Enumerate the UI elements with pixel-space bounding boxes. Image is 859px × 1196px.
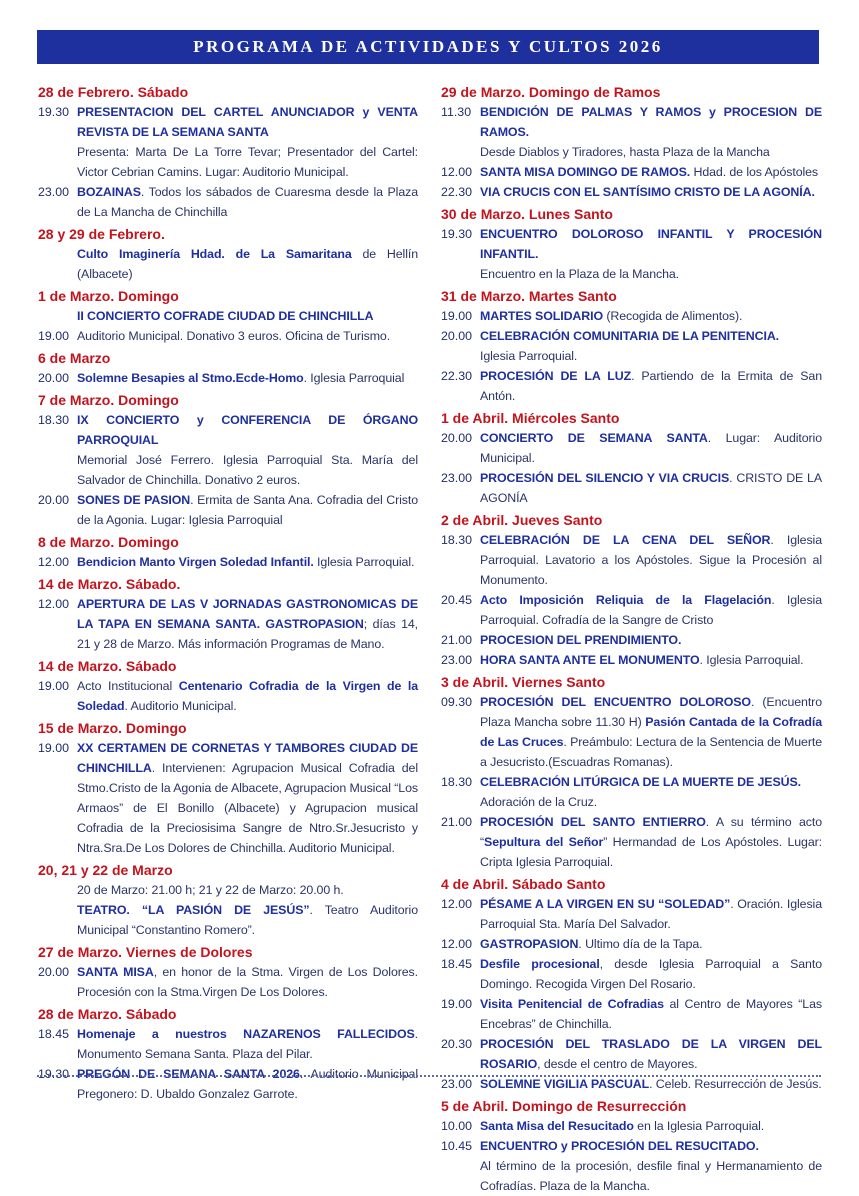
event-title: PRESENTACION DEL CARTEL ANUNCIADOR y VENTA REVISTA DE LA SEMANA SANTA [77, 105, 418, 139]
event-title: Desfile procesional [480, 957, 600, 971]
event-item [441, 366, 822, 406]
event-title: Centenario Cofradia de la Virgen de la Soledad [77, 679, 418, 713]
event-title: PROCESIÓN DEL TRASLADO DE LA VIRGEN DEL ROSARIO [480, 1037, 822, 1071]
event-item [77, 244, 418, 284]
event-item [441, 772, 822, 812]
event-desc: Hdad. de los Apóstoles [690, 165, 819, 179]
event-desc: . Celeb. Resurrección de Jesús. [649, 1077, 822, 1091]
event-time: 20.00 [441, 329, 473, 343]
event-item [441, 102, 822, 162]
day-heading: 1 de Marzo. Domingo [38, 288, 179, 304]
event-title: II CONCIERTO COFRADE CIUDAD DE CHINCHILLA [77, 309, 374, 323]
event-desc: Memorial José Ferrero. Iglesia Parroquial Sta. María del Salvador de Chinchilla. Donativo 2 euros. [77, 453, 418, 487]
event-title-secondary: Pasión Cantada de la Cofradía de Las Cruces [480, 715, 822, 749]
event-item [441, 590, 822, 630]
event-title: CELEBRACIÓN COMUNITARIA DE LA PENITENCIA. [480, 329, 780, 343]
event-item [441, 224, 822, 284]
event-desc: . Iglesia Parroquial. Lavatorio a los Apóstoles. Sigue la Procesión al Monumento. [480, 533, 822, 587]
event-desc: . Intervienen: Agrupacion Musical Cofradia del Stmo.Cristo de la Agonia de Albacete, Agrupacion Musical “Los Armaos” de El Bonillo (Albacete) y Agrupacion musical Cofradia de la Preciosisima Sangre de Ntro.Sr.Jesucristo y Ntra.Sra.De Los Dolores de Chinchilla. Auditorio Municipal. [77, 761, 418, 855]
event-time: 19.30 [38, 1067, 70, 1081]
event-item [38, 1064, 418, 1104]
event-item [38, 182, 418, 222]
day-heading: 31 de Marzo. Martes Santo [441, 288, 617, 304]
event-item [441, 162, 822, 182]
event-time: 19.30 [38, 105, 70, 119]
event-title: SOLEMNE VIGILIA PASCUAL [480, 1077, 650, 1091]
event-title: BENDICIÓN DE PALMAS Y RAMOS y PROCESION DE RAMOS. [480, 105, 822, 139]
day-heading: 8 de Marzo. Domingo [38, 534, 179, 550]
event-title: Visita Penitencial de Cofradias [480, 997, 664, 1011]
event-title: PROCESION DEL PRENDIMIENTO. [480, 633, 682, 647]
event-time: 12.00 [441, 937, 473, 951]
event-item [441, 1136, 822, 1196]
event-item [38, 676, 418, 716]
event-desc: . Lugar: Auditorio Municipal. [480, 431, 822, 465]
event-time: 22.30 [441, 369, 473, 383]
event-item [38, 490, 418, 530]
event-time: 23.00 [38, 185, 70, 199]
event-item [441, 468, 822, 508]
day-heading: 14 de Marzo. Sábado. [38, 576, 181, 592]
event-time: 09.30 [441, 695, 473, 709]
event-desc: 20 de Marzo: 21.00 h; 21 y 22 de Marzo: 20.00 h. [77, 883, 344, 897]
event-title: PREGÓN DE SEMANA SANTA 2026 [77, 1067, 300, 1081]
event-time: 21.00 [441, 815, 473, 829]
event-desc: , desde el centro de Mayores. [537, 1057, 698, 1071]
event-item [38, 738, 418, 858]
day-heading: 4 de Abril. Sábado Santo [441, 876, 606, 892]
event-desc-secondary: . Preámbulo: Lectura de la Sentencia de Muerte a Jesucristo.(Escuadras Romanas). [480, 735, 822, 769]
event-time: 10.00 [441, 1119, 473, 1133]
event-title: PROCESIÓN DE LA LUZ [480, 369, 632, 383]
event-title: SONES DE PASION [77, 493, 191, 507]
event-desc: . A su término acto “ [480, 815, 822, 849]
event-item [441, 530, 822, 590]
event-item [441, 1116, 822, 1136]
event-desc: Iglesia Parroquial. [313, 555, 415, 569]
event-time: 12.00 [441, 897, 473, 911]
event-desc: . Auditorio Municipal Pregonero: D. Ubaldo Gonzalez Garrote. [77, 1067, 418, 1101]
event-desc: . Ermita de Santa Ana. Cofradia del Cristo de la Agonia. Lugar: Iglesia Parroquial [77, 493, 418, 527]
event-desc: . Monumento Semana Santa. Plaza del Pilar. [77, 1027, 418, 1061]
event-time: 22.30 [441, 185, 473, 199]
event-item [38, 594, 418, 654]
event-desc: en la Iglesia Parroquial. [633, 1119, 765, 1133]
event-time: 12.00 [441, 165, 473, 179]
event-desc: Desde Diablos y Tiradores, hasta Plaza de la Mancha [480, 145, 770, 159]
event-item [38, 1024, 418, 1064]
event-title: Santa Misa del Resucitado [480, 1119, 634, 1133]
bottom-dotted-divider [37, 1075, 821, 1077]
day-heading: 2 de Abril. Jueves Santo [441, 512, 603, 528]
day-heading: 20, 21 y 22 de Marzo [38, 862, 173, 878]
event-desc: ; días 14, 21 y 28 de Marzo. Más información Programas de Mano. [77, 617, 418, 651]
event-time: 18.45 [38, 1027, 70, 1041]
event-title: GASTROPASION [480, 937, 579, 951]
day-heading: 28 y 29 de Febrero. [38, 226, 165, 242]
event-desc: Al término de la procesión, desfile final y Hermanamiento de Cofradías. Plaza de la Mancha. [480, 1159, 822, 1193]
event-title: SANTA MISA DOMINGO DE RAMOS. [480, 165, 691, 179]
event-title: BOZAINAS [77, 185, 141, 199]
day-heading: 30 de Marzo. Lunes Santo [441, 206, 613, 222]
event-time: 18.30 [38, 413, 70, 427]
day-heading: 28 de Marzo. Sábado [38, 1006, 177, 1022]
event-desc: . Auditorio Municipal. [124, 699, 237, 713]
event-item [441, 934, 822, 954]
event-desc: , desde Iglesia Parroquial a Santo Domingo. Recogida Virgen Del Rosario. [480, 957, 822, 991]
event-item [441, 954, 822, 994]
event-desc: Encuentro en la Plaza de la Mancha. [480, 267, 680, 281]
event-time: 12.00 [38, 597, 70, 611]
left-column [38, 80, 418, 1104]
event-time: 11.30 [441, 105, 472, 119]
event-desc: . CRISTO DE LA AGONÍA [480, 471, 823, 505]
event-desc: . Oración. Iglesia Parroquial Sta. María Del Salvador. [480, 897, 822, 931]
event-desc: . (Encuentro Plaza Mancha sobre 11.30 H) [480, 695, 822, 729]
event-time: 19.00 [38, 679, 70, 693]
event-item [441, 182, 822, 202]
event-desc: Auditorio Municipal. Donativo 3 euros. Oficina de Turismo. [77, 329, 391, 343]
event-time: 23.00 [441, 471, 473, 485]
event-item [38, 410, 418, 490]
event-item [441, 812, 822, 872]
event-desc: . Iglesia Parroquial. Cofradía de la Sangre de Cristo [480, 593, 822, 627]
event-item [441, 630, 822, 650]
day-heading: 7 de Marzo. Domingo [38, 392, 179, 408]
event-title: Solemne Besapies al Stmo.Ecde-Homo [77, 371, 304, 385]
event-title: HORA SANTA ANTE EL MONUMENTO [480, 653, 700, 667]
event-item [38, 552, 418, 572]
event-title: PROCESIÓN DEL SILENCIO Y VIA CRUCIS [480, 471, 730, 485]
event-title: APERTURA DE LAS V JORNADAS GASTRONOMICAS DE LA TAPA EN SEMANA SANTA. GASTROPASION [77, 597, 418, 631]
event-item [441, 994, 822, 1034]
event-title: CONCIERTO DE SEMANA SANTA [480, 431, 708, 445]
event-time: 23.00 [441, 1077, 473, 1091]
event-title: PROCESIÓN DEL ENCUENTRO DOLOROSO [480, 695, 751, 709]
day-heading: 28 de Febrero. Sábado [38, 84, 189, 100]
event-desc: . Partiendo de la Ermita de San Antón. [480, 369, 822, 403]
event-desc: . Iglesia Parroquial [303, 371, 405, 385]
event-desc: Adoración de la Cruz. [480, 795, 598, 809]
day-heading: 14 de Marzo. Sábado [38, 658, 177, 674]
day-heading: 1 de Abril. Miércoles Santo [441, 410, 620, 426]
day-heading: 3 de Abril. Viernes Santo [441, 674, 606, 690]
event-title: TEATRO. “LA PASIÓN DE JESÚS” [77, 903, 310, 917]
event-item [77, 900, 418, 940]
event-item [441, 894, 822, 934]
event-title: Acto Imposición Reliquia de la Flagelación [480, 593, 772, 607]
event-title: Bendicion Manto Virgen Soledad Infantil. [77, 555, 314, 569]
event-time: 20.00 [441, 431, 473, 445]
event-time: 19.00 [38, 741, 70, 755]
event-desc: . Ultimo día de la Tapa. [578, 937, 703, 951]
event-title: VIA CRUCIS CON EL SANTÍSIMO CRISTO DE LA AGONÍA. [480, 185, 815, 199]
event-time: 19.00 [441, 997, 473, 1011]
event-item [441, 650, 822, 670]
event-prefix: Acto Institucional [77, 679, 179, 693]
event-time: 12.00 [38, 555, 70, 569]
program-title: PROGRAMA DE ACTIVIDADES Y CULTOS 2026 [193, 37, 663, 56]
event-time: 20.00 [38, 493, 70, 507]
event-title: Homenaje a nuestros NAZARENOS FALLECIDOS [77, 1027, 415, 1041]
event-time: 20.00 [38, 371, 70, 385]
event-item [77, 306, 418, 326]
event-title: Culto Imaginería Hdad. de La Samaritana [77, 247, 352, 261]
event-item [441, 326, 822, 366]
event-time: 23.00 [441, 653, 473, 667]
event-time: 21.00 [441, 633, 473, 647]
event-title: XX CERTAMEN DE CORNETAS Y TAMBORES CIUDAD DE CHINCHILLA [77, 741, 418, 775]
event-schedule-note [77, 880, 418, 900]
event-item [441, 1034, 822, 1074]
day-heading: 29 de Marzo. Domingo de Ramos [441, 84, 661, 100]
day-heading: 27 de Marzo. Viernes de Dolores [38, 944, 253, 960]
event-item [38, 102, 418, 182]
event-time: 20.30 [441, 1037, 473, 1051]
event-time: 19.00 [38, 329, 70, 343]
event-time: 19.00 [441, 309, 473, 323]
event-title: ENCUENTRO y PROCESIÓN DEL RESUCITADO. [480, 1139, 759, 1153]
event-desc: Presenta: Marta De La Torre Tevar; Presentador del Cartel: Victor Cebrian Camins. Lugar: Auditorio Municipal. [77, 145, 418, 179]
event-time: 20.00 [38, 965, 70, 979]
event-desc: . Todos los sábados de Cuaresma desde la Plaza de La Mancha de Chinchilla [77, 185, 418, 219]
event-title: PÉSAME A LA VIRGEN EN SU “SOLEDAD” [480, 897, 731, 911]
day-heading: 5 de Abril. Domingo de Resurrección [441, 1098, 687, 1114]
event-time: 20.45 [441, 593, 473, 607]
day-heading: 15 de Marzo. Domingo [38, 720, 187, 736]
event-desc: de Hellín (Albacete) [77, 247, 418, 281]
event-time: 18.30 [441, 775, 473, 789]
event-item [441, 306, 822, 326]
event-title: MARTES SOLIDARIO [480, 309, 603, 323]
event-item [441, 692, 822, 772]
event-desc: al Centro de Mayores “Las Encebras” de Chinchilla. [480, 997, 822, 1031]
event-title-secondary: Sepultura del Señor [484, 835, 604, 849]
event-item [38, 962, 418, 1002]
event-title: PROCESIÓN DEL SANTO ENTIERRO [480, 815, 706, 829]
event-item [38, 368, 418, 388]
event-item [441, 1074, 822, 1094]
event-title: IX CONCIERTO y CONFERENCIA DE ÓRGANO PARROQUIAL [77, 413, 418, 447]
event-title: ENCUENTRO DOLOROSO INFANTIL Y PROCESIÓN INFANTIL. [480, 227, 822, 261]
event-desc: . Teatro Auditorio Municipal “Constantino Romero”. [77, 903, 418, 937]
event-time: 19.30 [441, 227, 473, 241]
event-title: SANTA MISA [77, 965, 154, 979]
event-time: 10.45 [441, 1139, 473, 1153]
event-desc: (Recogida de Alimentos). [603, 309, 743, 323]
event-time: 18.45 [441, 957, 473, 971]
event-item [38, 326, 418, 346]
event-desc: . Iglesia Parroquial. [699, 653, 804, 667]
event-time: 18.30 [441, 533, 473, 547]
event-desc-secondary: ” Hermandad de Los Apóstoles. Lugar: Cripta Iglesia Parroquial. [480, 835, 822, 869]
program-title-banner [37, 30, 819, 64]
day-heading: 6 de Marzo [38, 350, 111, 366]
event-title: CELEBRACIÓN DE LA CENA DEL SEÑOR [480, 533, 771, 547]
event-title: CELEBRACIÓN LITÚRGICA DE LA MUERTE DE JESÚS. [480, 775, 801, 789]
event-item [441, 428, 822, 468]
event-desc: , en honor de la Stma. Virgen de Los Dolores. Procesión con la Stma.Virgen De Los Dolores. [77, 965, 418, 999]
event-desc: Iglesia Parroquial. [480, 349, 578, 363]
right-column [441, 80, 822, 1196]
